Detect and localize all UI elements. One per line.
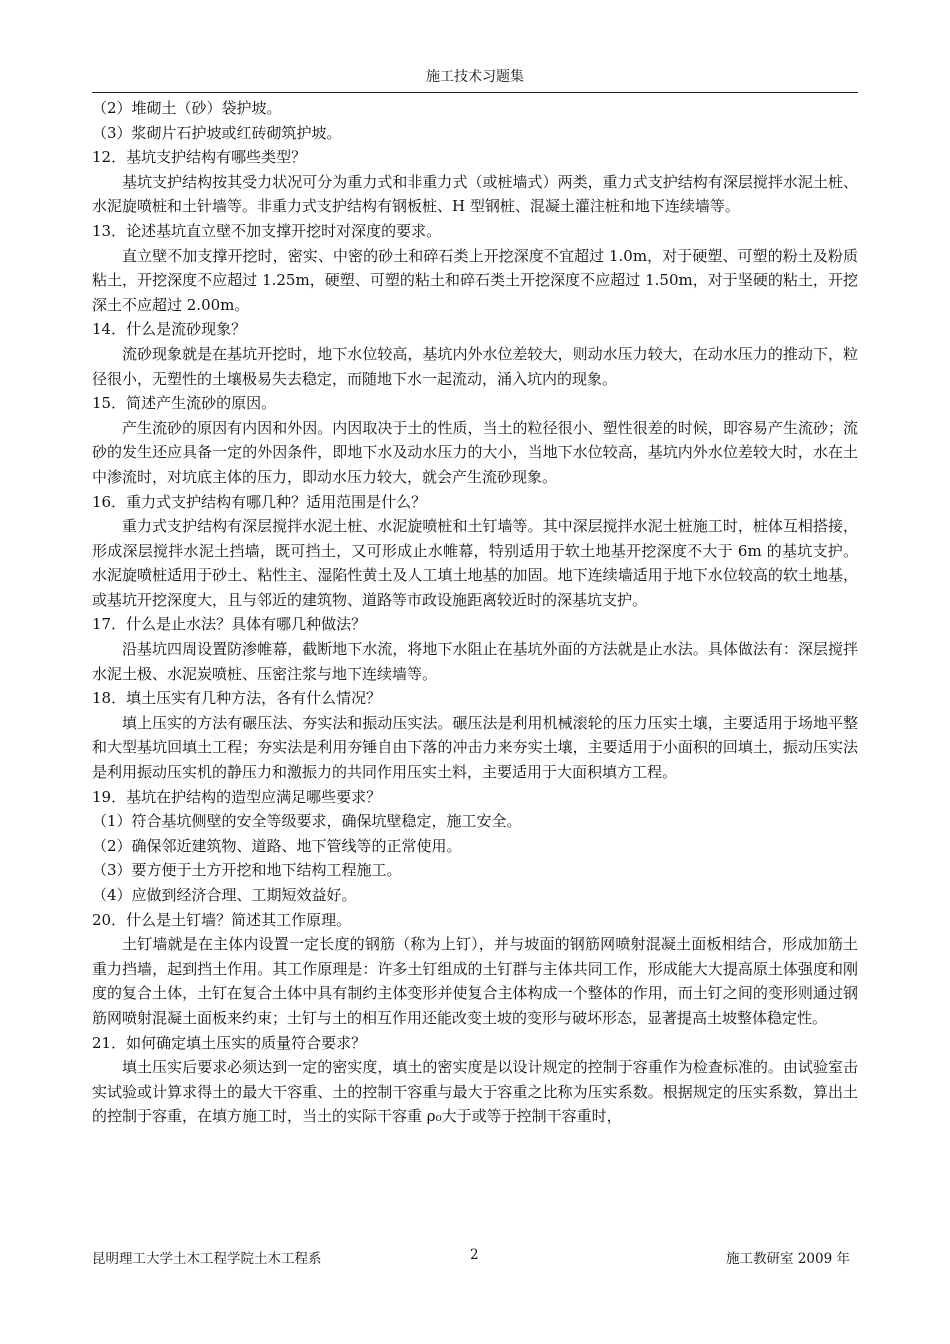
question-line: （2）堆砌土（砂）袋护坡。 <box>92 99 282 117</box>
question-line: 18．填土压实有几种方法，各有什么情况？ <box>92 689 382 708</box>
header-divider <box>92 92 858 93</box>
page-header-title: 施工技术习题集 <box>426 69 524 85</box>
question-line: （2）确保邻近建筑物、道路、地下管线等的正常使用。 <box>92 836 462 855</box>
question-line: 16．重力式支护结构有哪几种？适用范围是什么？ <box>92 492 427 511</box>
answer-paragraph: 填土压实后要求必须达到一定的密实度，填土的密实度是以设计规定的控制于容重作为检查标准的。由试验室击实试验或计算求得土的最大干容重、土的控制干容重与最大于容重之比称为压实系数。根据规定的压实系数，算出土的控制于容重，在填方施工时，当土的实际干容重 ρ₀大于或等于控制干容重时， <box>92 1058 858 1126</box>
question-line: 14．什么是流砂现象？ <box>92 320 247 339</box>
document-body <box>92 96 858 1129</box>
question-line: （3）要方便于土方开挖和地下结构工程施工。 <box>92 861 402 880</box>
question-line: 12．基坑支护结构有哪些类型？ <box>92 148 307 167</box>
answer-paragraph: 重力式支护结构有深层搅拌水泥土桩、水泥旋喷桩和土钉墙等。其中深层搅拌水泥土桩施工时，桩体互相搭接，形成深层搅拌水泥土挡墙，既可挡土，又可形成止水帷幕，特别适用于软土地基开挖深度不大于 6m 的基坑支护。水泥旋喷桩适用于砂土、粘性主、湿陷性黄土及人工填土地基的加固。地下连续墙适用于地下水位较高的软土地基，或基坑开挖深度大，且与邻近的建筑物、道路等市政设施距离较近时的深基坑支护。 <box>92 517 858 609</box>
footer-page-number: 2 <box>470 1247 479 1263</box>
question-line: （1）符合基坑侧壁的安全等级要求，确保坑壁稳定，施工安全。 <box>92 812 522 831</box>
question-line: 17．什么是止水法？具体有哪几种做法？ <box>92 615 367 634</box>
question-line: 13．论述基坑直立壁不加支撑开挖时对深度的要求。 <box>92 221 442 240</box>
answer-paragraph: 基坑支护结构按其受力状况可分为重力式和非重力式（或桩墙式）两类，重力式支护结构有深层搅拌水泥土桩、水泥旋喷桩和土针墙等。非重力式支护结构有钢板桩、H 型钢桩、混凝土灌注桩和地下连续墙等。 <box>92 172 858 216</box>
question-line: 15．简述产生流砂的原因。 <box>92 394 277 413</box>
question-line: （4）应做到经济合理、工期短效益好。 <box>92 886 357 904</box>
footer-office-year: 施工教研室 2009 年 <box>726 1251 850 1267</box>
answer-paragraph: 产生流砂的原因有内因和外因。内因取决于土的性质，当土的粒径很小、塑性很差的时候，即容易产生流砂；流砂的发生还应具备一定的外因条件，即地下水及动水压力的大小，当地下水位较高，基坑内外水位差较大时，水在土中渗流时，对坑底主体的压力，即动水压力较大，就会产生流砂现象。 <box>92 418 858 486</box>
answer-paragraph: 流砂现象就是在基坑开挖时，地下水位较高，基坑内外水位差较大，则动水压力较大，在动水压力的推动下，粒径很小，无塑性的土壤极易失去稳定，而随地下水一起流动，涌入坑内的现象。 <box>92 344 858 388</box>
answer-paragraph: 直立壁不加支撑开挖时，密实、中密的砂土和碎石类上开挖深度不宜超过 1.0m，对于硬塑、可塑的粉土及粉质粘土，开挖深度不应超过 1.25m，硬塑、可塑的粘土和碎石类土开挖深度不应超过 1.50m，对于坚硬的粘土，开挖深土不应超过 2.00m。 <box>92 246 858 314</box>
question-line: 20．什么是土钉墙？简述其工作原理。 <box>92 910 352 929</box>
answer-paragraph: 填上压实的方法有碾压法、夯实法和振动压实法。碾压法是利用机械滚轮的压力压实土壤，主要适用于场地平整和大型基坑回填土工程；夯实法是利用夯锤自由下落的冲击力来夯实土壤，主要适用于小面积的回填土，振动压实法是利用振动压实机的静压力和激振力的共同作用压实土料，主要适用于大面积填方工程。 <box>92 713 858 782</box>
answer-paragraph: 土钉墙就是在主体内设置一定长度的钢筋（称为上钉），并与坡面的钢筋网喷射混凝土面板相结合，形成加筋土重力挡墙，起到挡土作用。其工作原理是：许多土钉组成的土钉群与主体共同工作，形成能大大提高原土体强度和刚度的复合土体，土钉在复合土体中具有制约主体变形并使复合主体构成一个整体的作用，而土钉之间的变形则通过钢筋网喷射混凝土面板来约束；土钉与土的相互作用还能改变土坡的变形与破坏形态，显著提高土坡整体稳定性。 <box>92 935 858 1027</box>
footer-institution: 昆明理工大学土木工程学院土木工程系 <box>92 1251 322 1267</box>
question-line: （3）浆砌片石护坡或红砖砌筑护坡。 <box>92 123 342 142</box>
answer-paragraph: 沿基坑四周设置防渗帷幕，截断地下水流，将地下水阻止在基坑外面的方法就是止水法。具体做法有：深层搅拌水泥土极、水泥炭喷桩、压密注浆与地下连续墙等。 <box>92 640 858 683</box>
question-line: 21．如何确定填土压实的质量符合要求？ <box>92 1033 367 1052</box>
question-line: 19．基坑在护结构的造型应满足哪些要求？ <box>92 787 382 806</box>
